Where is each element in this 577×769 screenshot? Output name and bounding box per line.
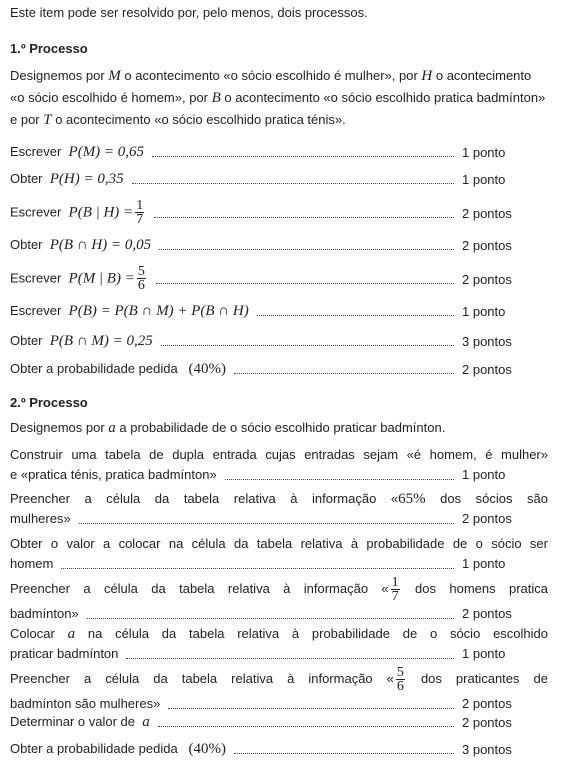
p2-step-4: Preencher a célula da tabela relativa à informação « $\frac{1}{7}$ dos homens pratica badmínton» 2 pontos (10, 574, 548, 624)
p1-step-4-expr: P(B ∩ H) = 0,05 (49, 237, 152, 253)
definition-line-1: Designemos por M o acontecimento «o sócio escolhido é mulher», por H o acontecimento (10, 68, 532, 84)
intro-text: Este item pode ser resolvido por, pelo menos, dois processos. (10, 5, 368, 20)
process-1-definitions (10, 65, 550, 131)
p1-step-7-points: 3 pontos (462, 334, 512, 349)
p2-step-6: Preencher a célula da tabela relativa à informação « $\frac{5}{6}$ dos praticantes de badmínton são mulheres» 2 pontos (10, 664, 548, 714)
dot-leader (61, 568, 454, 569)
definition-line-2: «o sócio escolhido é homem», por B o acontecimento «o sócio escolhido pratica badmínton» (10, 90, 546, 106)
var-B: B (211, 90, 221, 106)
p2-step-3: Obter o valor a colocar na célula da tabela relativa à probabilidade de o sócio ser homem 1 ponto (10, 534, 548, 574)
p1-step-6-points: 1 ponto (462, 304, 506, 319)
p1-step-3-expr: P(B | H) = (68, 204, 134, 221)
dot-leader (79, 523, 454, 524)
process-2-heading: 2.º Processo (10, 395, 88, 410)
p1-step-8: Obter a probabilidade pedida (40%) 2 pontos (10, 361, 548, 378)
p1-step-6-expr: P(B) = P(B ∩ M) + P(B ∩ H) (68, 303, 249, 319)
dot-leader (156, 283, 454, 284)
p2-step-3-points: 1 ponto (462, 556, 506, 571)
dot-leader (225, 479, 454, 480)
dot-leader (234, 753, 454, 754)
p2-step-5: Colocar a na célula da tabela relativa à probabilidade de o sócio escolhido praticar badmínton 1 ponto (10, 624, 548, 664)
definition-line-3: e por T o acontecimento «o sócio escolhido pratica ténis». (10, 112, 346, 128)
p2-step-2: Preencher a célula da tabela relativa à informação «65% dos sócios são mulheres» 2 pontos (10, 489, 548, 529)
fraction-1-7-b: $\frac{1}{7}$ (391, 574, 399, 604)
dot-leader (159, 249, 454, 250)
p2-step-1: Construir uma tabela de dupla entrada cujas entradas sejam «é homem, é mulher» e «pratica ténis, pratica badmínton» 1 ponto (10, 445, 548, 485)
p1-step-6: Escrever P(B) = P(B ∩ M) + P(B ∩ H) 1 ponto (10, 303, 548, 320)
var-M: M (108, 68, 121, 84)
p2-step-4-points: 2 pontos (462, 606, 512, 621)
p1-step-5: Escrever P(M | B) = $\frac{5}{6}$ 2 pontos (10, 263, 548, 295)
p1-step-4-points: 2 pontos (462, 238, 512, 253)
p1-step-8-points: 2 pontos (462, 362, 512, 377)
dot-leader (158, 726, 454, 727)
p1-step-7: Obter P(B ∩ M) = 0,25 3 pontos (10, 333, 548, 350)
var-H: H (421, 68, 433, 84)
p2-step-6-points: 2 pontos (462, 696, 512, 711)
fraction-5-6-b: $\frac{5}{6}$ (396, 664, 404, 694)
p2-step-7: Determinar o valor de a 2 pontos (10, 714, 548, 731)
process-1-heading: 1.º Processo (10, 41, 88, 56)
fraction-5-6: $\frac{5}{6}$ (137, 264, 145, 293)
p2-step-8-points: 3 pontos (462, 742, 512, 757)
p1-step-5-expr: P(M | B) = (68, 270, 135, 287)
p1-step-8-expr: (40%) (188, 361, 227, 377)
p2-step-5-points: 1 ponto (462, 646, 506, 661)
dot-leader (257, 315, 454, 316)
p1-step-2-points: 1 ponto (462, 172, 506, 187)
p2-step-7-points: 2 pontos (462, 715, 512, 730)
var-a: a (108, 420, 116, 436)
dot-leader (161, 345, 454, 346)
p1-step-3: Escrever P(B | H) = $\frac{1}{7}$ 2 pontos (10, 197, 548, 229)
p1-step-2-expr: P(H) = 0,35 (49, 171, 124, 187)
p1-step-3-points: 2 pontos (462, 205, 512, 221)
p1-step-4: Obter P(B ∩ H) = 0,05 2 pontos (10, 237, 548, 254)
dot-leader (152, 156, 454, 157)
dot-leader (154, 217, 454, 218)
var-T: T (43, 112, 52, 128)
p1-step-2: Obter P(H) = 0,35 1 ponto (10, 171, 548, 188)
p2-step-8: Obter a probabilidade pedida (40%) 3 pontos (10, 741, 548, 758)
dot-leader (234, 373, 454, 374)
p1-step-1-points: 1 ponto (462, 145, 506, 160)
dot-leader (126, 658, 454, 659)
p1-step-1-expr: P(M) = 0,65 (68, 144, 145, 160)
dot-leader (132, 183, 454, 184)
p1-step-7-expr: P(B ∩ M) = 0,25 (49, 333, 153, 349)
fraction-1-7: $\frac{1}{7}$ (136, 198, 144, 227)
p1-step-5-points: 2 pontos (462, 271, 512, 287)
dot-leader (168, 708, 454, 709)
dot-leader (87, 618, 454, 619)
p1-step-1: Escrever P(M) = 0,65 1 ponto (10, 144, 548, 161)
process-2-definition: Designemos por a a probabilidade de o sócio escolhido praticar badmínton. (10, 420, 446, 436)
p2-step-2-points: 2 pontos (462, 511, 512, 526)
p2-step-1-points: 1 ponto (462, 467, 506, 482)
